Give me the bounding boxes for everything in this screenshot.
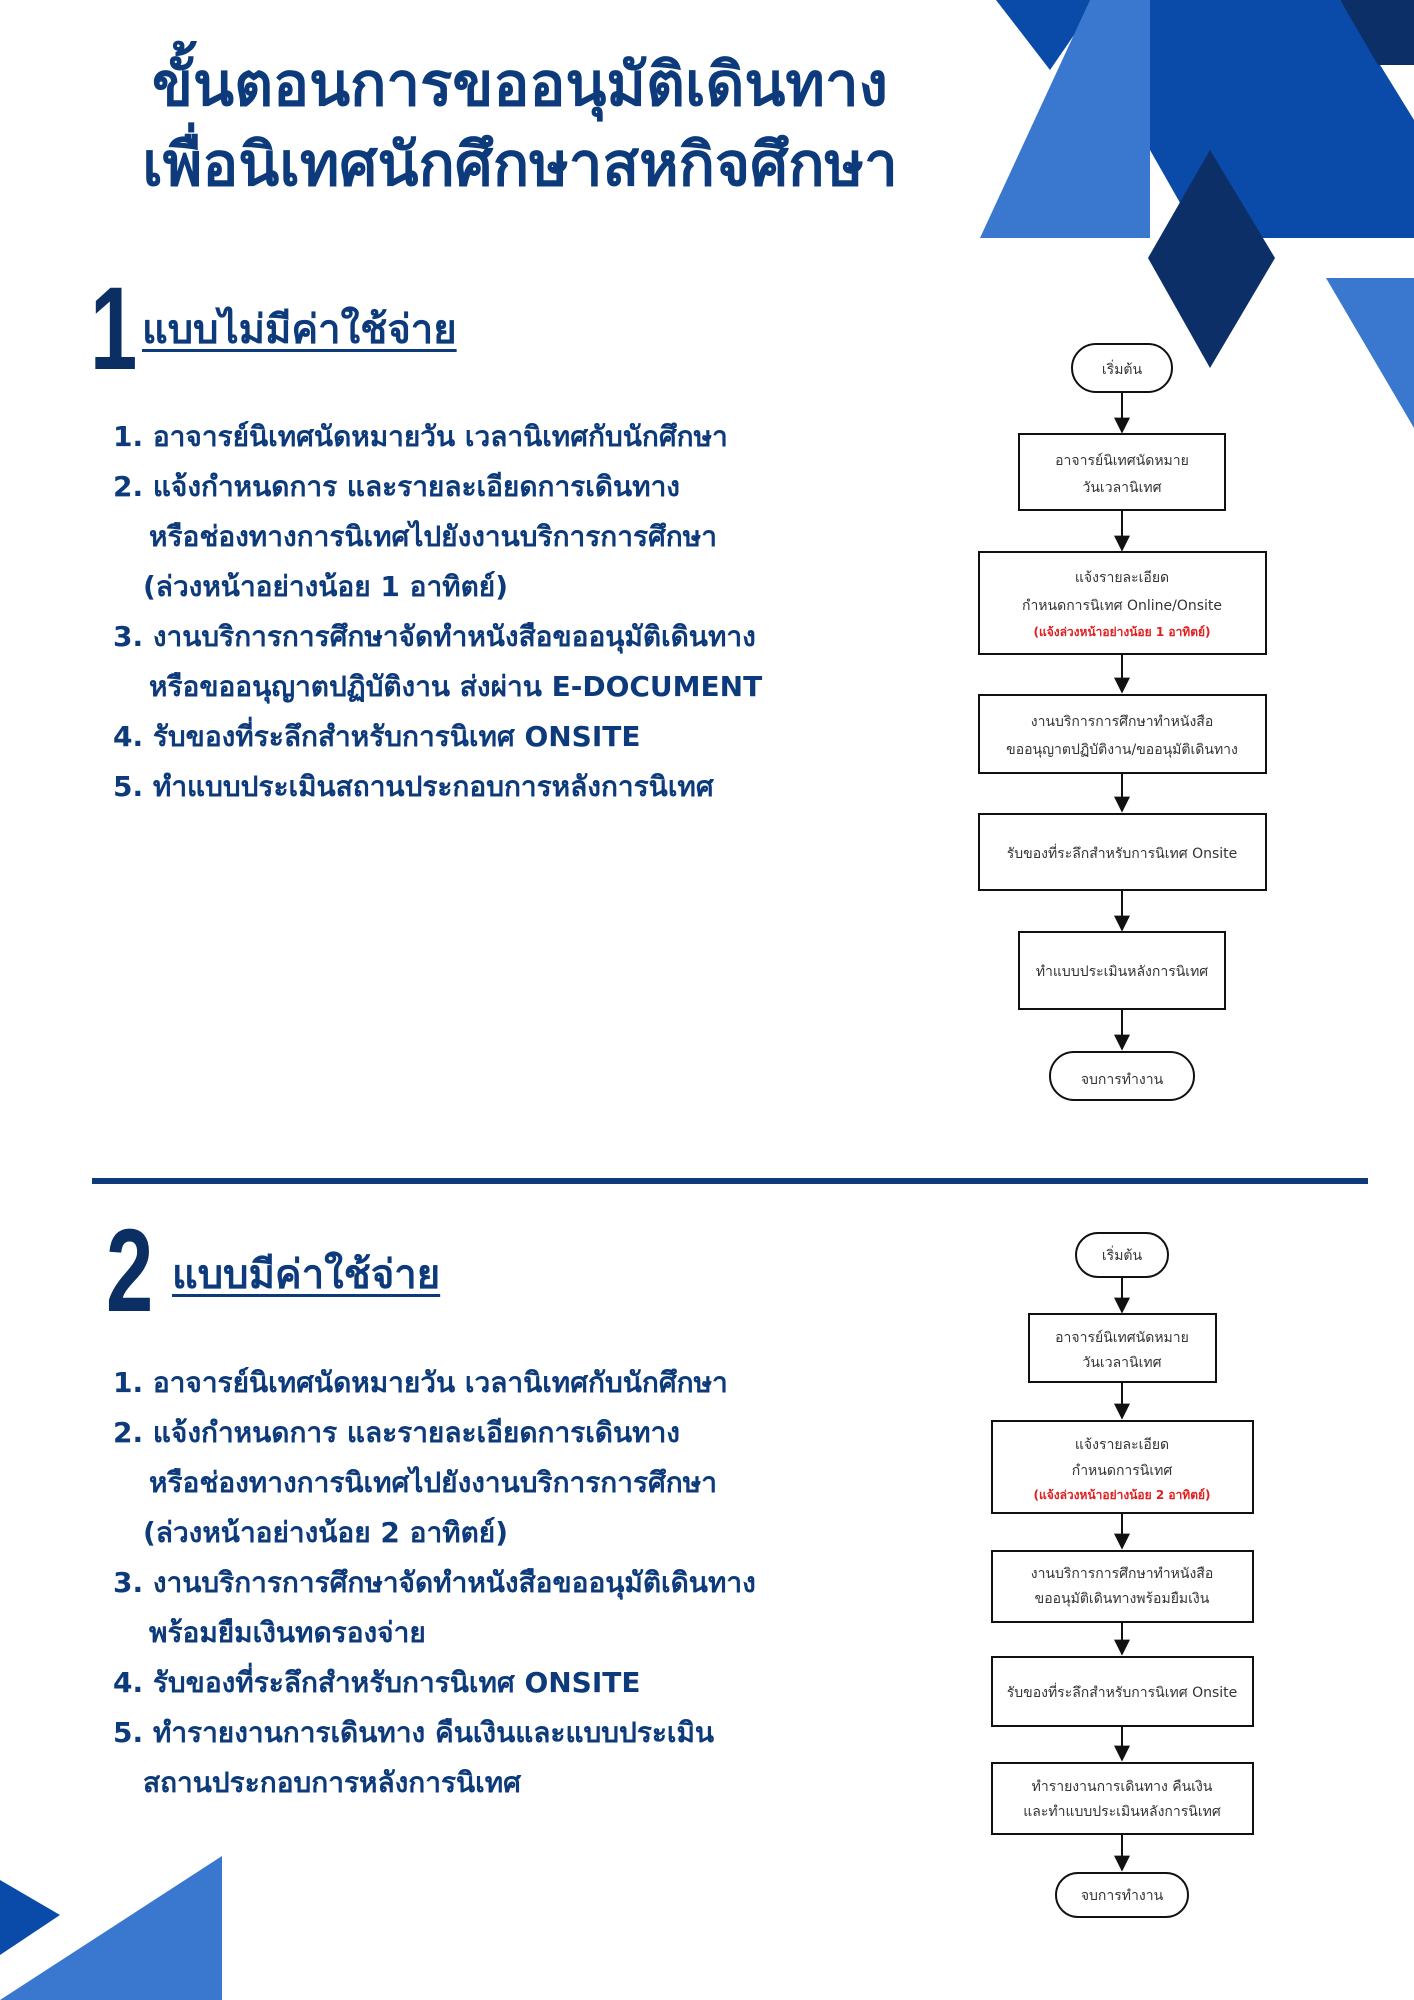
flow2-box-document <box>992 1551 1253 1622</box>
flow1-box1-line1: อาจารย์นิเทศนัดหมาย <box>1055 453 1189 469</box>
section1-step-4: 4. รับของที่ระลึกสำหรับการนิเทศ ONSITE <box>113 720 641 753</box>
section1-step-3-cont: หรือขออนุญาตปฏิบัติงาน ส่งผ่าน E-DOCUMENT <box>149 670 763 703</box>
flow2-box2-line3: (แจ้งล่วงหน้าอย่างน้อย 2 อาทิตย์) <box>1033 1488 1211 1502</box>
section1-step-2-note: (ล่วงหน้าอย่างน้อย 1 อาทิตย์) <box>143 570 509 603</box>
section2-step-3-cont: พร้อมยืมเงินทดรองจ่าย <box>149 1616 426 1649</box>
section1-number: 1 <box>90 263 138 395</box>
section1-step-1: 1. อาจารย์นิเทศนัดหมายวัน เวลานิเทศกับนักศึกษา <box>113 420 728 453</box>
section1-step-2-cont: หรือช่องทางการนิเทศไปยังงานบริการการศึกษา <box>149 520 717 553</box>
flow2-box2-line1: แจ้งรายละเอียด <box>1074 1437 1170 1453</box>
section2-step-2: 2. แจ้งกำหนดการ และรายละเอียดการเดินทาง <box>113 1416 680 1449</box>
section2-step-1: 1. อาจารย์นิเทศนัดหมายวัน เวลานิเทศกับนักศึกษา <box>113 1366 728 1399</box>
flow1-box2-line3: (แจ้งล่วงหน้าอย่างน้อย 1 อาทิตย์) <box>1033 625 1211 639</box>
flow1-box3-line2: ขออนุญาตปฏิบัติงาน/ขออนุมัติเดินทาง <box>1006 742 1238 758</box>
flow2-box1-line1: อาจารย์นิเทศนัดหมาย <box>1055 1330 1189 1346</box>
flow2-box2-line2: กำหนดการนิเทศ <box>1071 1463 1173 1479</box>
section1-step-3: 3. งานบริการการศึกษาจัดทำหนังสือขออนุมัติเดินทาง <box>113 620 756 653</box>
section2-step-4: 4. รับของที่ระลึกสำหรับการนิเทศ ONSITE <box>113 1666 641 1699</box>
flow2-start-label: เริ่มต้น <box>1101 1248 1143 1264</box>
flow1-box1-line2: วันเวลานิเทศ <box>1082 480 1162 496</box>
section2-step-5-cont: สถานประกอบการหลังการนิเทศ <box>143 1766 521 1799</box>
flow1-box4-label: รับของที่ระลึกสำหรับการนิเทศ Onsite <box>1006 846 1238 862</box>
section2-number: 2 <box>106 1205 154 1337</box>
flow2-box-appointment <box>1029 1314 1216 1382</box>
flow2-box3-line2: ขออนุมัติเดินทางพร้อมยืมเงิน <box>1034 1591 1210 1607</box>
flow2-box4-label: รับของที่ระลึกสำหรับการนิเทศ Onsite <box>1006 1685 1238 1701</box>
section1-step-5: 5. ทำแบบประเมินสถานประกอบการหลังการนิเทศ <box>113 770 714 803</box>
section1-heading: แบบไม่มีค่าใช้จ่าย <box>142 307 457 353</box>
section2-heading: แบบมีค่าใช้จ่าย <box>172 1252 441 1298</box>
page-title-line2: เพื่อนิเทศนักศึกษาสหกิจศึกษา <box>142 130 898 200</box>
flow2-box-report <box>992 1763 1253 1834</box>
section2-step-5: 5. ทำรายงานการเดินทาง คืนเงินและแบบประเมิน <box>113 1716 715 1749</box>
flow1-end-label: จบการทำงาน <box>1080 1072 1164 1088</box>
flow2-end-label: จบการทำงาน <box>1080 1888 1164 1904</box>
section1-step-2: 2. แจ้งกำหนดการ และรายละเอียดการเดินทาง <box>113 470 680 503</box>
flow2-box1-line2: วันเวลานิเทศ <box>1082 1355 1162 1371</box>
flow1-box5-label: ทำแบบประเมินหลังการนิเทศ <box>1035 964 1209 980</box>
section2-step-2-cont: หรือช่องทางการนิเทศไปยังงานบริการการศึกษา <box>149 1466 717 1499</box>
flow1-start-label: เริ่มต้น <box>1101 362 1143 378</box>
flow2-box5-line1: ทำรายงานการเดินทาง คืนเงิน <box>1031 1779 1213 1795</box>
section2-step-2-note: (ล่วงหน้าอย่างน้อย 2 อาทิตย์) <box>143 1516 509 1549</box>
section2-step-3: 3. งานบริการการศึกษาจัดทำหนังสือขออนุมัติเดินทาง <box>113 1566 756 1599</box>
flow2-box5-line2: และทำแบบประเมินหลังการนิเทศ <box>1023 1804 1221 1820</box>
page-title-line1: ขั้นตอนการขออนุมัติเดินทาง <box>152 50 888 120</box>
flow2-box3-line1: งานบริการการศึกษาทำหนังสือ <box>1030 1566 1214 1582</box>
flow1-box2-line2: กำหนดการนิเทศ Online/Onsite <box>1021 598 1223 614</box>
flow1-box3-line1: งานบริการการศึกษาทำหนังสือ <box>1030 714 1214 730</box>
flow1-box2-line1: แจ้งรายละเอียด <box>1074 570 1170 586</box>
